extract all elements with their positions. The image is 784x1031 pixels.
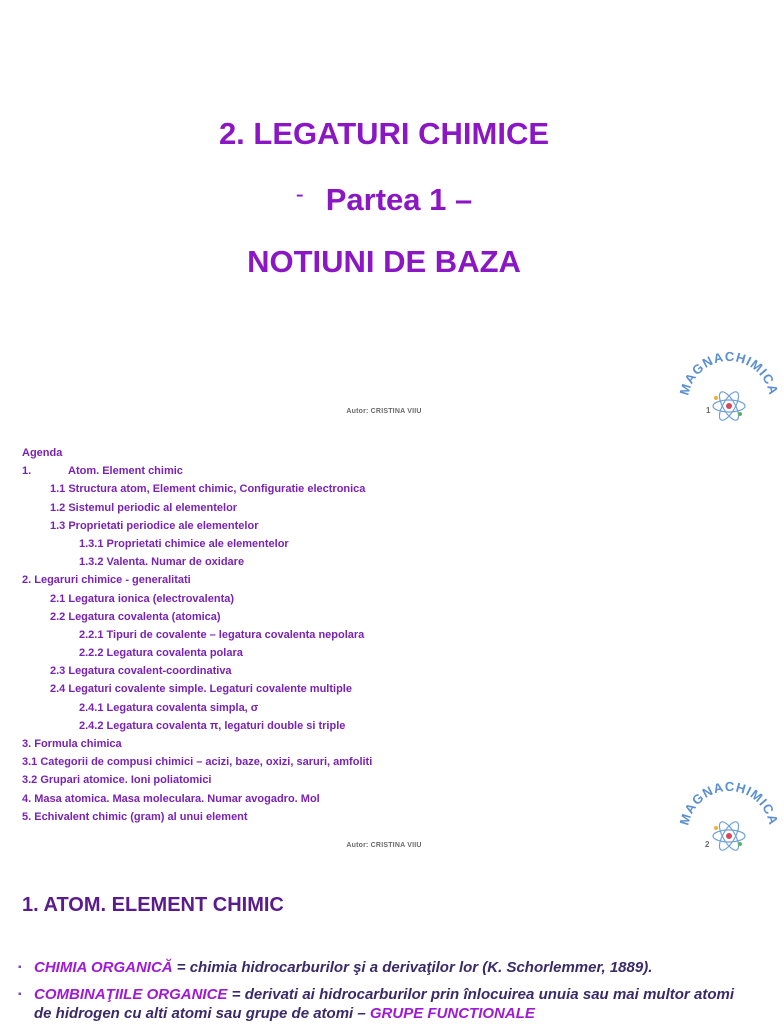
agenda-item-text: 3. Formula chimica — [22, 738, 122, 750]
bullet-icon: ▪ — [18, 989, 22, 1000]
slide-2 — [0, 430, 782, 862]
agenda-item-text: 1.2 Sistemul periodic al elementelor — [50, 501, 238, 514]
agenda-item — [22, 499, 372, 517]
author-footer: Autor: CRISTINA VIIU — [346, 408, 422, 415]
agenda-item — [22, 662, 372, 680]
bullet-term: CHIMIA ORGANICĂ — [34, 959, 173, 976]
slide-1 — [0, 0, 782, 428]
agenda-item — [22, 680, 372, 698]
page-number: 2 — [705, 840, 710, 849]
section-heading: 1. ATOM. ELEMENT CHIMIC — [22, 894, 284, 916]
agenda-item — [22, 517, 372, 535]
agenda-item — [22, 480, 372, 498]
slide-3 — [0, 864, 768, 1024]
agenda-item-text: Agenda — [22, 447, 63, 459]
page-number: 1 — [706, 406, 711, 415]
bullet-term: COMBINAŢIILE ORGANICE — [34, 986, 228, 1003]
bullet-text: = chimia hidrocarburilor şi a derivaţilor lor (K. Schorlemmer, 1889). — [172, 959, 653, 976]
logo-text: MAGNACHIMICA — [676, 348, 782, 397]
agenda-item-text: 2.4 Legaturi covalente simple. Legaturi covalente multiple — [50, 683, 352, 696]
agenda-item — [22, 808, 372, 826]
agenda-item-text: 1.1 Structura atom, Element chimic, Configuratie electronica — [50, 483, 366, 496]
agenda-item — [22, 699, 372, 717]
agenda-item — [22, 553, 372, 571]
agenda-item — [22, 590, 372, 608]
agenda-item-text: 3.1 Categorii de compusi chimici – acizi, baze, oxizi, saruri, amfoliti — [22, 756, 373, 769]
bullet-item — [18, 958, 734, 977]
bullet-text: = derivati ai hidrocarburilor prin înlocuirea unuia sau mai multor atomi de hidrogen cu alti atomi sau grupe de atomi – — [34, 986, 734, 1022]
agenda-list — [22, 444, 372, 826]
agenda-item-text: 2.2 Legatura covalenta (atomica) — [50, 610, 221, 623]
bullet-term-2: GRUPE FUNCTIONALE — [369, 1005, 535, 1022]
agenda-item-text: 3.2 Grupari atomice. Ioni poliatomici — [22, 774, 212, 787]
agenda-item-text: 1.3.2 Valenta. Numar de oxidare — [79, 556, 245, 569]
bullet-list — [18, 958, 734, 1031]
agenda-item-number: 1. — [22, 465, 32, 478]
agenda-item — [22, 462, 372, 480]
agenda-item — [22, 644, 372, 662]
title-part: Partea 1 – — [325, 182, 473, 217]
agenda-item-text: 2.4.2 Legatura covalenta π, legaturi double si triple — [79, 719, 346, 732]
agenda-item-text: 5. Echivalent chimic (gram) al unui element — [22, 810, 248, 823]
agenda-item — [22, 535, 372, 553]
title-dash: - — [295, 181, 304, 208]
agenda-item-text: Atom. Element chimic — [68, 465, 183, 478]
agenda-item-text: 1.3.1 Proprietati chimice ale elementelor — [79, 537, 289, 550]
bullet-icon: ▪ — [18, 962, 22, 973]
agenda-item-text: 2.3 Legatura covalent-coordinativa — [50, 665, 232, 678]
agenda-item — [22, 444, 372, 462]
bullet-item — [18, 985, 734, 1023]
slide-title-line-2 — [0, 182, 768, 218]
agenda-item-text: 1.3 Proprietati periodice ale elementelor — [50, 519, 259, 532]
agenda-item-text: 2.2.2 Legatura covalenta polara — [79, 647, 243, 660]
slide-title-line-1: 2. LEGATURI CHIMICE — [218, 116, 550, 151]
agenda-item — [22, 571, 372, 589]
author-footer: Autor: CRISTINA VIIU — [346, 842, 422, 849]
agenda-item-text: 4. Masa atomica. Masa moleculara. Numar avogadro. Mol — [22, 792, 320, 805]
agenda-item — [22, 626, 372, 644]
agenda-item — [22, 608, 372, 626]
logo-text: MAGNACHIMICA — [676, 778, 782, 827]
agenda-item-text: 2.2.1 Tipuri de covalente – legatura covalenta nepolara — [79, 628, 365, 641]
agenda-item — [22, 790, 372, 808]
agenda-item — [22, 717, 372, 735]
slide-title-line-3: NOTIUNI DE BAZA — [247, 244, 521, 279]
agenda-item-text: 2. Legaruri chimice - generalitati — [22, 574, 191, 587]
agenda-item-text: 2.1 Legatura ionica (electrovalenta) — [50, 592, 235, 605]
agenda-item-text: 2.4.1 Legatura covalenta simpla, σ — [79, 701, 259, 714]
agenda-item — [22, 753, 372, 771]
agenda-item — [22, 771, 372, 789]
agenda-item — [22, 735, 372, 753]
